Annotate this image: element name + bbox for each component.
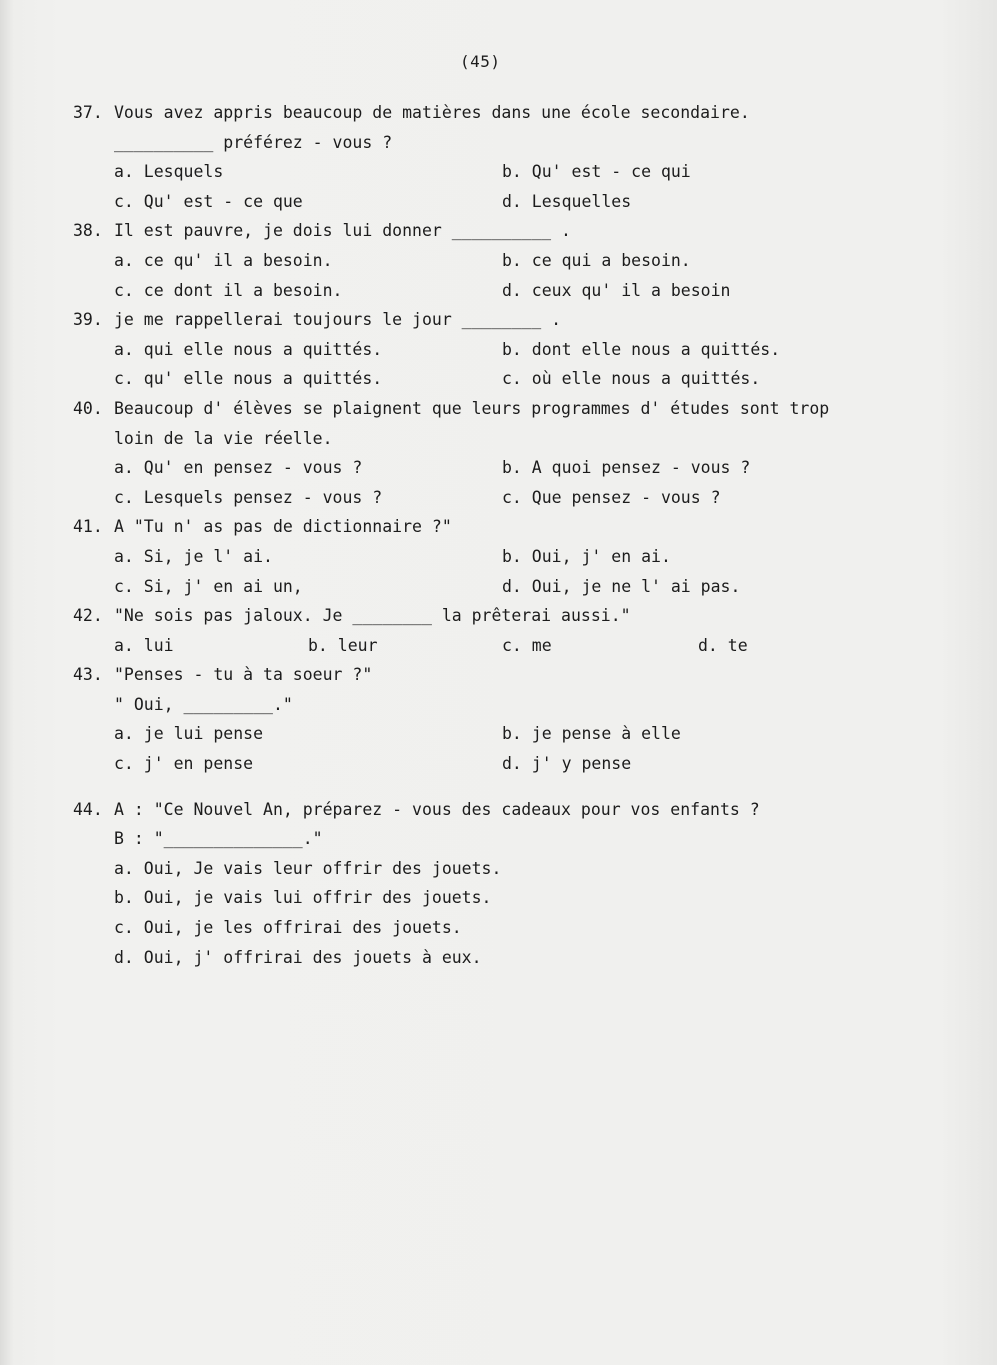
option-b: b. Qu' est - ce qui [502,162,691,182]
option-b: b. Oui, j' en ai. [502,546,671,566]
question-list [73,98,933,972]
question-stem: A "Tu n' as pas de dictionnaire ?" [114,517,452,537]
question-number: 41. [73,517,103,537]
question-41 [73,512,933,601]
option-a: a. ce qu' il a besoin. [114,250,333,270]
question-stem-continued: B : "______________." [114,829,323,849]
option-d: d. Lesquelles [502,191,632,211]
question-stem: "Ne sois pas jaloux. Je ________ la prêterai aussi." [114,606,631,626]
option-b: b. leur [308,635,378,655]
option-a: a. je lui pense [114,724,264,744]
question-42 [73,601,933,660]
option-b: b. Oui, je vais lui offrir des jouets. [114,888,492,908]
question-39 [73,305,933,394]
option-a: a. qui elle nous a quittés. [114,339,383,359]
question-stem: Beaucoup d' élèves se plaignent que leurs programmes d' études sont trop [114,398,830,418]
option-d: d. j' y pense [502,754,632,774]
question-number: 42. [73,606,103,626]
option-d: c. où elle nous a quittés. [502,369,761,389]
option-b: b. A quoi pensez - vous ? [502,458,751,478]
question-number: 37. [73,103,103,122]
question-stem-continued: loin de la vie réelle. [114,428,333,448]
option-d: d. Oui, je ne l' ai pas. [502,576,741,596]
option-b: b. dont elle nous a quittés. [502,339,781,359]
question-stem: A : "Ce Nouvel An, préparez - vous des cadeaux pour vos enfants ? [114,799,760,819]
question-stem: Il est pauvre, je dois lui donner __________ . [114,221,571,241]
question-43 [73,660,933,778]
spacer [73,779,933,795]
option-c: c. ce dont il a besoin. [114,280,343,300]
option-a: a. Qu' en pensez - vous ? [114,458,363,478]
option-a: a. Lesquels [114,162,224,182]
question-number: 38. [73,221,103,241]
option-b: b. ce qui a besoin. [502,250,691,270]
question-number: 40. [73,398,103,418]
question-38 [73,216,933,305]
option-c: c. j' en pense [114,754,254,774]
option-b: b. je pense à elle [502,724,681,744]
question-44 [73,795,933,973]
question-number: 44. [73,799,103,819]
page-number: (45) [460,52,501,71]
option-c: c. qu' elle nous a quittés. [114,369,383,389]
question-stem-continued: __________ préférez - vous ? [114,132,393,152]
question-stem: Vous avez appris beaucoup de matières dans une école secondaire. [114,103,750,122]
question-stem: je me rappellerai toujours le jour ________ . [114,310,562,330]
option-d: d. te [698,635,748,655]
question-stem-continued: " Oui, _________." [114,694,293,714]
option-a: a. lui [114,635,174,655]
option-c: c. Si, j' en ai un, [114,576,303,596]
option-d: d. ceux qu' il a besoin [502,280,731,300]
option-d: c. Que pensez - vous ? [502,487,721,507]
question-stem: "Penses - tu à ta soeur ?" [114,665,373,685]
question-number: 43. [73,665,103,685]
option-c: c. Qu' est - ce que [114,191,303,211]
option-d: d. Oui, j' offrirai des jouets à eux. [114,947,482,967]
option-a: a. Si, je l' ai. [114,546,273,566]
option-a: a. Oui, Je vais leur offrir des jouets. [114,858,502,878]
option-c: c. me [502,635,552,655]
option-c: c. Oui, je les offrirai des jouets. [114,918,462,938]
question-40 [73,394,933,512]
question-37 [73,98,933,216]
question-number: 39. [73,310,103,330]
option-c: c. Lesquels pensez - vous ? [114,487,383,507]
